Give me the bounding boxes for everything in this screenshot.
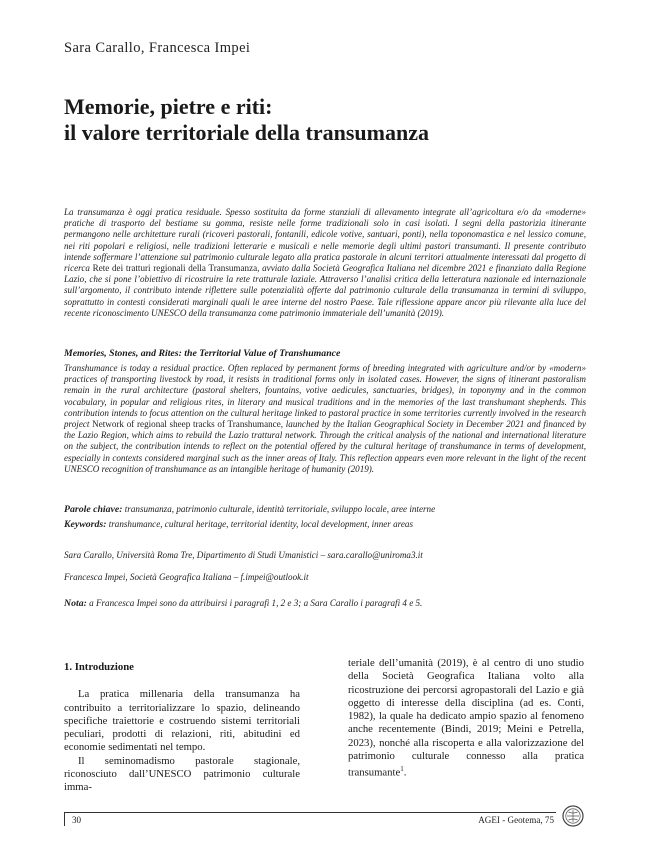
abstract-en-text-2: , launched by the Italian Geographical Society in December 2021 and financed by the Lazio Region, which aims to rebuild the Lazio trattural network. Through the critical analysis of the national and international literature on the subject, the contribution intends to reflect on the potential offered by the cultural heritage of transhumance in terms of development, especially in contexts considered marginal such as the inner areas of Italy. This reflection appears even more relevant in the light of the recent UNESCO recognition of transhumance as an intangible heritage of humanity (2019). [64,419,586,474]
keywords-en-values: transhumance, cultural heritage, territorial identity, local development, inner areas [108,519,413,529]
keywords-english [64,519,586,530]
footer-rule-tick [64,812,65,826]
journal-name: AGEI - Geotema, 75 [478,815,554,825]
abstract-it-project-name: Rete dei tratturi regionali della Transumanza [92,263,258,274]
abstract-italian [64,207,586,319]
abstract-it-text-1: La transumanza è oggi pratica residuale. Spesso sostituita da forme stanziali di allevamento integrate all’agricoltura e/o da «moderne» pratiche di trasporto del bestiame su gomma, resiste nelle forme tradizionali solo in casi isolati. I segni della pastorizia itinerante permangono nelle architetture rurali (ricoveri pastorali, fontanili, edicole votive, santuari, ponti), nella toponomastica e nel lessico comune, nei riti popolari e religiosi, nelle tradizioni letterarie e musicali e nelle memorie degli ultimi pastori transumanti. Il presente contributo intende soffermare l’attenzione sul patrimonio culturale legato alla pratica pastorale in alcuni territori attualmente interessati dal progetto di ricerca [64,207,586,274]
title-line-1: Memorie, pietre e riti: [64,94,273,119]
article-title [64,94,604,146]
page-number: 30 [72,815,82,825]
body-column-right [348,657,584,780]
abstract-english-title: Memories, Stones, and Rites: the Territorial Value of Transhumance [64,348,341,359]
authorship-note [64,598,586,609]
authors: Sara Carallo, Francesca Impei [64,40,251,56]
paragraph [348,657,584,780]
paragraph: Il seminomadismo pastorale stagionale, riconosciuto dall’UNESCO patrimonio culturale imma- [64,754,300,794]
affiliation-impei: Francesca Impei, Società Geografica Italiana – f.impei@outlook.it [64,572,309,582]
paragraph-end: . [403,766,407,779]
note-label: Nota: [64,598,87,609]
note-text: a Francesca Impei sono da attribuirsi i paragrafi 1, 2 e 3; a Sara Carallo i paragrafi 4 e 5. [89,598,423,608]
abstract-english [64,363,586,475]
body-column-left [64,661,300,795]
keywords-it-values: transumanza, patrimonio culturale, identità territoriale, sviluppo locale, aree interne [124,504,436,514]
affiliation-carallo: Sara Carallo, Università Roma Tre, Dipartimento di Studi Umanistici – sara.carallo@uniroma3.it [64,550,423,560]
title-line-2: il valore territoriale della transumanza [64,120,429,145]
abstract-it-text-2: , avviato dalla Società Geografica Italiana nel dicembre 2021 e finanziato dalla Regione Lazio, che si pone l’obiettivo di ricostruire la rete tratturale laziale. Attraverso l’analisi critica della letteratura nazionale ed internazionale sull’argomento, il contributo intende riflettere sulle potenzialità offerte dal patrimonio culturale della transumanza in termini di sviluppo, soprattutto in contesti considerati marginali quali le aree interne del nostro Paese. Tale riflessione appare ancor più rilevante alla luce del recente riconoscimento UNESCO della transumanza come patrimonio immateriale dell’umanità (2019). [64,263,586,318]
keywords-en-label: Keywords: [64,519,107,530]
footnote-marker[interactable]: 1 [400,765,404,774]
paragraph: La pratica millenaria della transumanza ha contribuito a territorializzare lo spazio, delineando specifiche traiettorie e costruendo sistemi territoriali peculiari, prodotti di relazioni, riti, abitudini ed economie sedimentati nel tempo. [64,688,300,754]
footer-rule [64,812,556,813]
keywords-it-label: Parole chiave: [64,504,123,515]
section-heading: 1. Introduzione [64,661,134,673]
abstract-en-project-name: Network of regional sheep tracks of Transhumance [92,419,281,430]
abstract-en-text-1: Transhumance is today a residual practice. Often replaced by permanent forms of breeding integrated with agriculture and/or by «modern» practices of transporting livestock by road, it resists in traditional forms only in isolated cases. However, the signs of itinerant pastoralism remain in the rural architecture (pastoral shelters, fountains, votive aedicules, sanctuaries, bridges), in toponymy and in the common vocabulary, in popular and religious rites, in literary and musical traditions and in the memories of the last transhumant shepherds. This contribution intends to focus attention on the cultural heritage linked to pastoral practice in some territories currently involved in the research project [64,363,586,430]
keywords-italian [64,504,586,515]
paragraph-text: teriale dell’umanità (2019), è al centro di uno studio della Società Geografica Italiana volto alla ricostruzione dei percorsi agropastorali del Lazio e già oggetto di interesse della disciplina (ad es. Conti, 1982), la quale ha dedicato ampio spazio al fenomeno anche recentemente (Bindi, 2019; Meini e Petrella, 2023), nonché alla riscoperta e alla valorizzazione del patrimonio culturale connesso alla pratica transumante [348,657,584,779]
agei-seal-icon [562,805,584,827]
